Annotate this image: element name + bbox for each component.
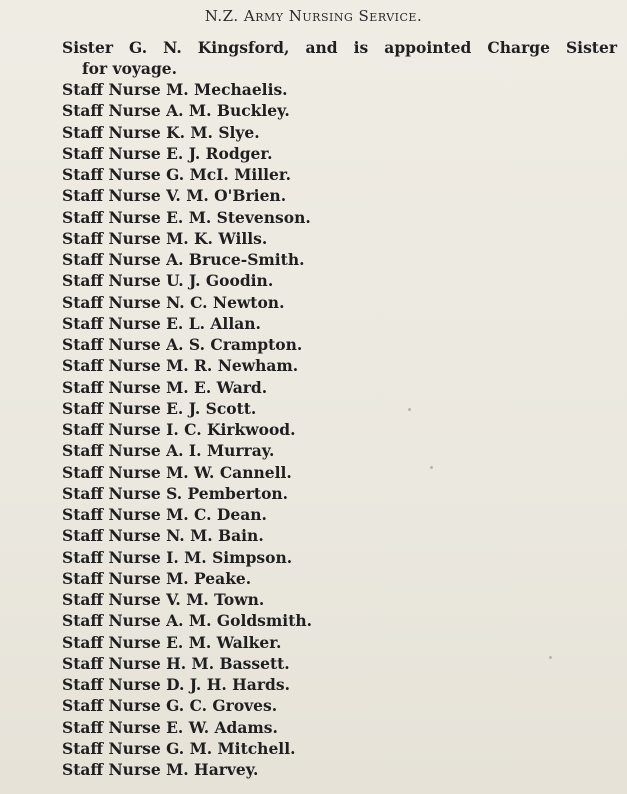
list-item: Staff Nurse M. K. Wills. (62, 228, 268, 248)
list-item: Staff Nurse E. L. Allan. (62, 313, 261, 333)
paper-speck (430, 466, 433, 469)
nurse-list (62, 79, 312, 780)
list-item: Staff Nurse E. J. Rodger. (62, 143, 273, 163)
list-item: Staff Nurse G. M. Mitchell. (62, 738, 296, 758)
list-item: Staff Nurse M. C. Dean. (62, 505, 267, 524)
list-item: Staff Nurse E. W. Adams. (62, 717, 278, 737)
list-item: Staff Nurse N. M. Bain. (62, 526, 264, 546)
list-item: Staff Nurse M. Peake. (62, 568, 252, 588)
list-item: Staff Nurse M. Mechaelis. (62, 80, 288, 99)
list-item: Staff Nurse A. M. Goldsmith. (62, 611, 313, 631)
list-item: Staff Nurse U. J. Goodin. (62, 271, 274, 291)
list-item: Staff Nurse M. W. Cannell. (62, 462, 292, 482)
paper-speck (408, 408, 411, 411)
list-item: Staff Nurse A. Bruce-Smith. (62, 250, 305, 269)
intro-paragraph (62, 37, 617, 79)
paper-speck (549, 656, 552, 659)
list-item: Staff Nurse M. Harvey. (62, 760, 259, 779)
list-item: Staff Nurse K. M. Slye. (62, 122, 260, 142)
list-item: Staff Nurse G. McI. Miller. (62, 165, 292, 184)
list-item: Staff Nurse E. J. Scott. (62, 398, 257, 418)
list-item: Staff Nurse A. S. Crampton. (62, 335, 303, 354)
intro-line-2: for voyage. (82, 59, 178, 78)
list-item: Staff Nurse D. J. H. Hards. (62, 675, 290, 694)
list-item: Staff Nurse N. C. Newton. (62, 292, 285, 312)
list-item: Staff Nurse A. M. Buckley. (62, 101, 290, 121)
list-item: Staff Nurse E. M. Stevenson. (62, 207, 311, 227)
list-item: Staff Nurse S. Pemberton. (62, 483, 289, 503)
list-item: Staff Nurse M. E. Ward. (62, 377, 268, 397)
intro-line-1: Sister G. N. Kingsford, and is appointed Charge Sister (62, 38, 617, 57)
list-item: Staff Nurse M. R. Newham. (62, 356, 299, 376)
list-item: Staff Nurse E. M. Walker. (62, 632, 282, 652)
list-item: Staff Nurse G. C. Groves. (62, 696, 278, 716)
list-item: Staff Nurse V. M. O'Brien. (62, 186, 287, 206)
list-item: Staff Nurse H. M. Bassett. (62, 653, 290, 673)
list-item: Staff Nurse I. M. Simpson. (62, 547, 293, 567)
page-heading: N.Z. Army Nursing Service. (204, 7, 423, 25)
list-item: Staff Nurse A. I. Murray. (62, 441, 275, 461)
list-item: Staff Nurse V. M. Town. (62, 590, 265, 609)
list-item: Staff Nurse I. C. Kirkwood. (62, 420, 296, 439)
